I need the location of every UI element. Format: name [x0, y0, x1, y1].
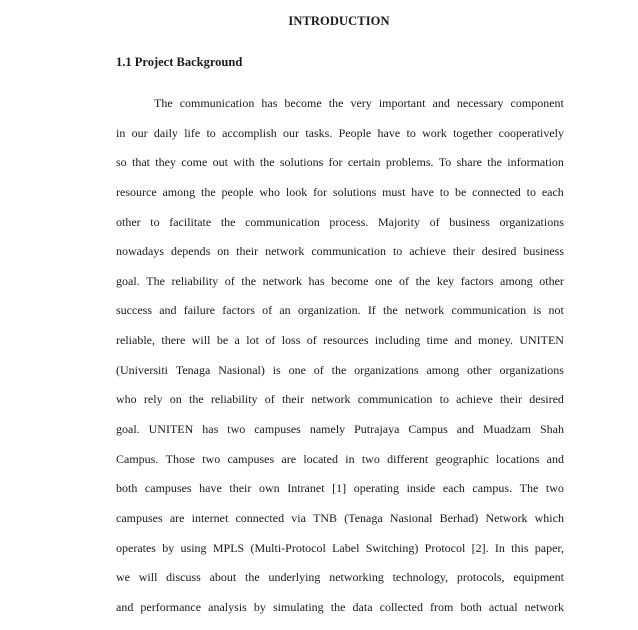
- paragraph-line: resource among the people who look for solutions must have to be connected to each: [116, 184, 564, 199]
- paragraph-line: campuses are internet connected via TNB (Tenaga Nasional Berhad) Network which: [116, 510, 564, 525]
- chapter-title: INTRODUCTION: [288, 14, 390, 28]
- paragraph: [116, 94, 564, 628]
- paragraph-line: goal. UNITEN has two campuses namely Putrajaya Campus and Muadzam Shah: [116, 422, 564, 437]
- paragraph-line: reliable, there will be a lot of loss of resources including time and money. UNITEN: [116, 333, 564, 348]
- paragraph-line: success and failure factors of an organization. If the network communication is not: [116, 303, 564, 318]
- paragraph-line: we will discuss about the underlying networking technology, protocols, equipment: [116, 570, 564, 585]
- paragraph-line: so that they come out with the solutions for certain problems. To share the information: [116, 155, 564, 170]
- paragraph-line: operates by using MPLS (Multi-Protocol Label Switching) Protocol [2]. In this paper,: [116, 540, 564, 555]
- paragraph-line: Campus. Those two campuses are located in two different geographic locations and: [116, 451, 564, 466]
- paragraph-line: (Universiti Tenaga Nasional) is one of the organizations among other organizations: [116, 362, 564, 377]
- paragraph-line: in our daily life to accomplish our tasks. People have to work together cooperatively: [116, 125, 564, 140]
- paragraph-line: and performance analysis by simulating the data collected from both actual network: [116, 599, 564, 614]
- paragraph-line: goal. The reliability of the network has become one of the key factors among other: [116, 273, 564, 288]
- section-heading: 1.1 Project Background: [116, 55, 243, 69]
- paragraph-line: The communication has become the very important and necessary component: [154, 96, 564, 110]
- paragraph-line: other to facilitate the communication process. Majority of business organizations: [116, 214, 564, 229]
- paragraph-line: who rely on the reliability of their network communication to achieve their desired: [116, 392, 564, 407]
- paragraph-line: nowadays depends on their network communication to achieve their desired business: [116, 244, 564, 259]
- paragraph-line: both campuses have their own Intranet [1] operating inside each campus. The two: [116, 481, 564, 496]
